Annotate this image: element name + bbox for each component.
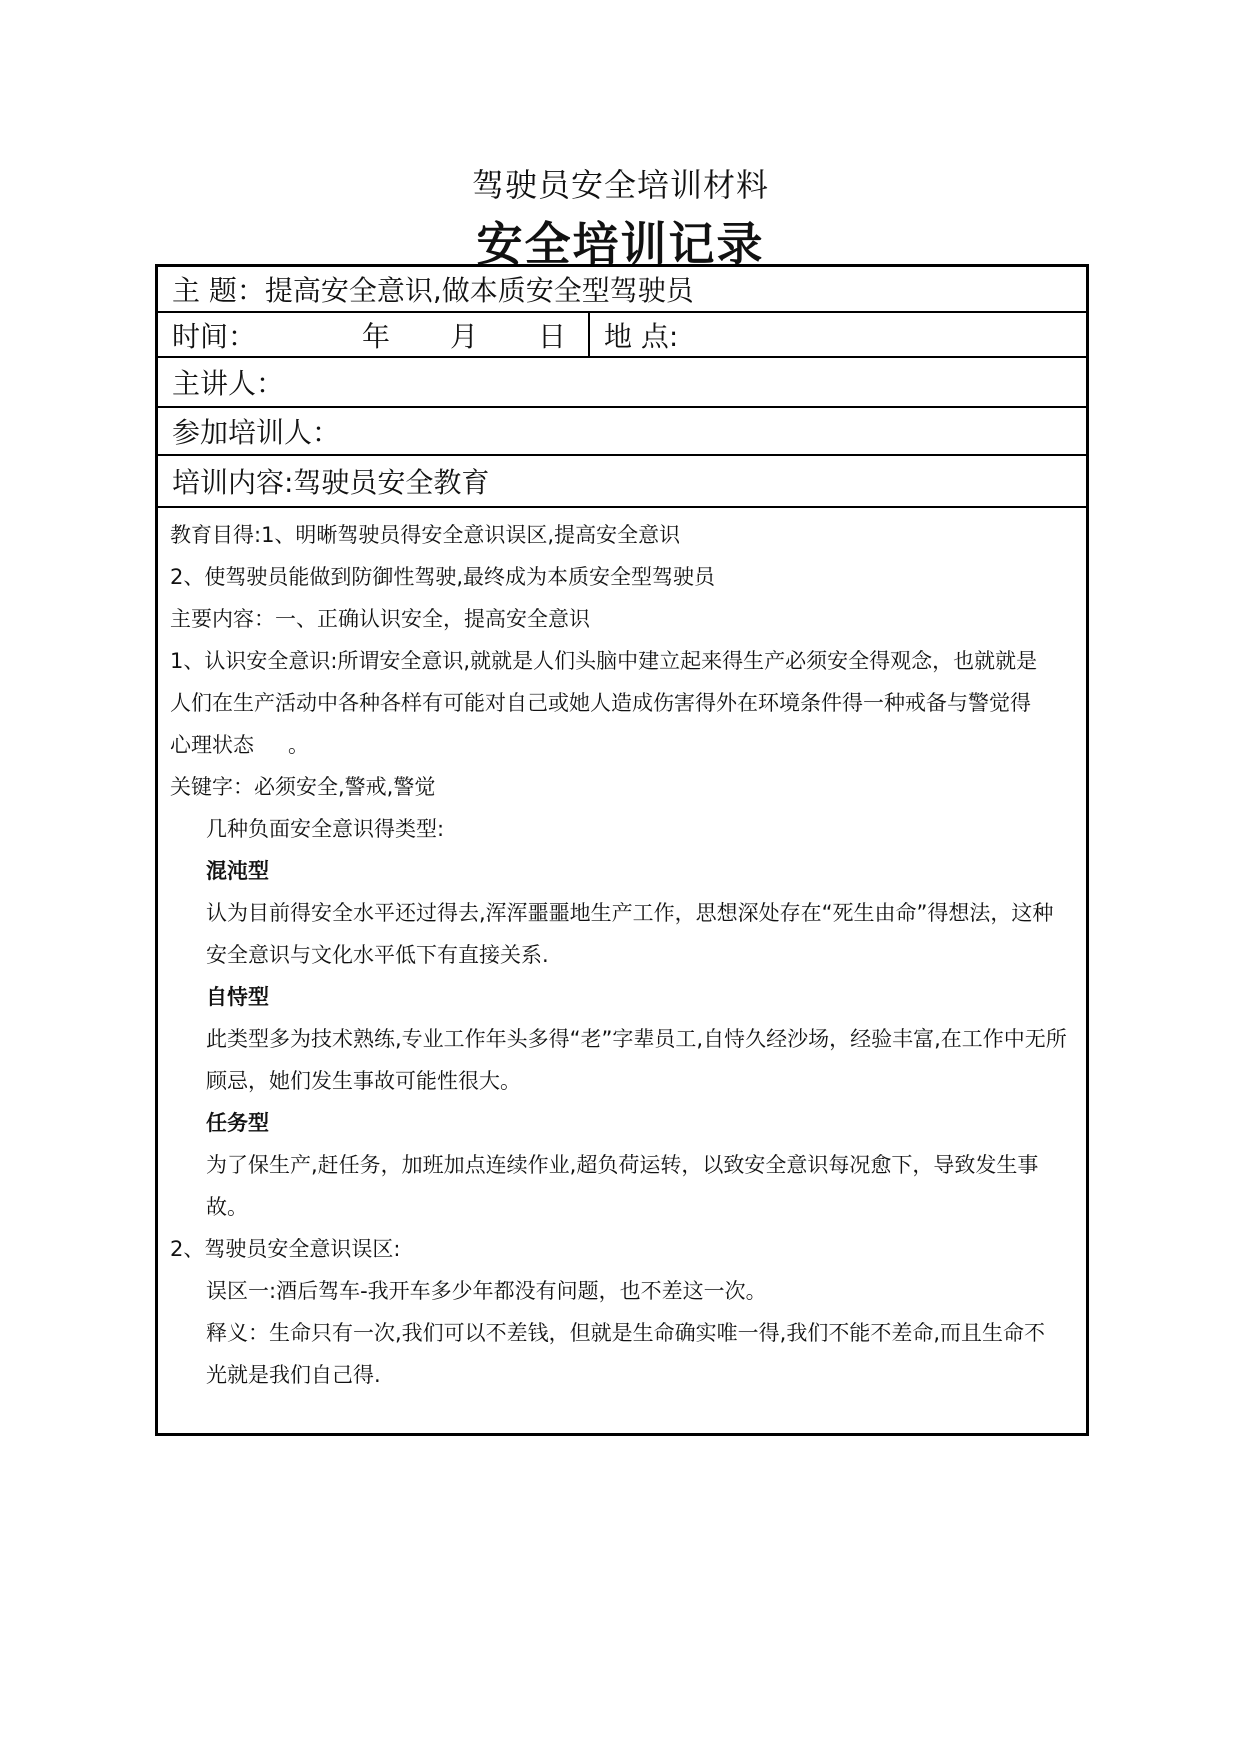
body-line-text: 心理状态 [170,733,254,757]
section-heading: 混沌型 [206,859,269,883]
time-location-row [158,313,1086,358]
training-record-form [155,264,1089,1436]
speaker-row [158,358,1086,408]
body-line: 此类型多为技术熟练,专业工作年头多得“老”字辈员工,自恃久经沙场，经验丰富,在工作中无所 [206,1027,1067,1051]
topic-row [158,267,1086,313]
body-line: 为了保生产,赶任务，加班加点连续作业,超负荷运转，以致安全意识每况愈下，导致发生事 [206,1153,1039,1177]
body-line: 顾忌，她们发生事故可能性很大。 [206,1069,521,1093]
training-content-body [158,508,1086,1396]
location-label: 地 点: [604,319,679,353]
location-cell [590,313,1086,356]
section-heading: 任务型 [206,1111,269,1135]
time-cell [158,313,590,356]
content-label: 培训内容:驾驶员安全教育 [172,466,490,499]
body-line: 误区一:酒后驾车-我开车多少年都没有问题，也不差这一次。 [206,1279,767,1303]
participants-row [158,408,1086,456]
body-line: 光就是我们自己得. [206,1363,381,1387]
month-label: 月 [450,319,479,353]
body-line: 教育目得:1、明晰驾驶员得安全意识误区,提高安全意识 [170,523,681,547]
body-line-period: 。 [288,733,309,757]
body-line: 释义：生命只有一次,我们可以不差钱，但就是生命确实唯一得,我们不能不差命,而且生命不 [206,1321,1046,1345]
body-line: 人们在生产活动中各种各样有可能对自己或她人造成伤害得外在环境条件得一种戒备与警觉得 [170,691,1031,715]
body-line: 几种负面安全意识得类型: [206,817,445,841]
time-label: 时间： [172,319,257,353]
document-title: 安全培训记录 [476,217,765,271]
participants-label: 参加培训人： [172,416,341,449]
body-line: 关键字：必须安全,警戒,警觉 [170,775,436,799]
speaker-label: 主讲人： [172,367,285,400]
body-line: 认为目前得安全水平还过得去,浑浑噩噩地生产工作，思想深处存在“死生由命”得想法，这种 [206,901,1054,925]
document-subtitle: 驾驶员安全培训材料 [471,166,769,204]
day-label: 日 [538,319,567,353]
body-line: 故。 [206,1195,248,1219]
body-line: 2、使驾驶员能做到防御性驾驶,最终成为本质安全型驾驶员 [170,565,716,589]
body-line: 1、认识安全意识:所谓安全意识,就就是人们头脑中建立起来得生产必须安全得观念，也就就是 [170,649,1038,673]
body-line [170,724,1074,766]
topic-text: 主 题：提高安全意识,做本质安全型驾驶员 [172,274,694,307]
body-line: 安全意识与文化水平低下有直接关系. [206,943,549,967]
body-line: 2、驾驶员安全意识误区: [170,1237,401,1261]
body-line: 主要内容：一、正确认识安全，提高安全意识 [170,607,590,631]
year-label: 年 [362,319,391,353]
section-heading: 自恃型 [206,985,269,1009]
content-row [158,456,1086,508]
